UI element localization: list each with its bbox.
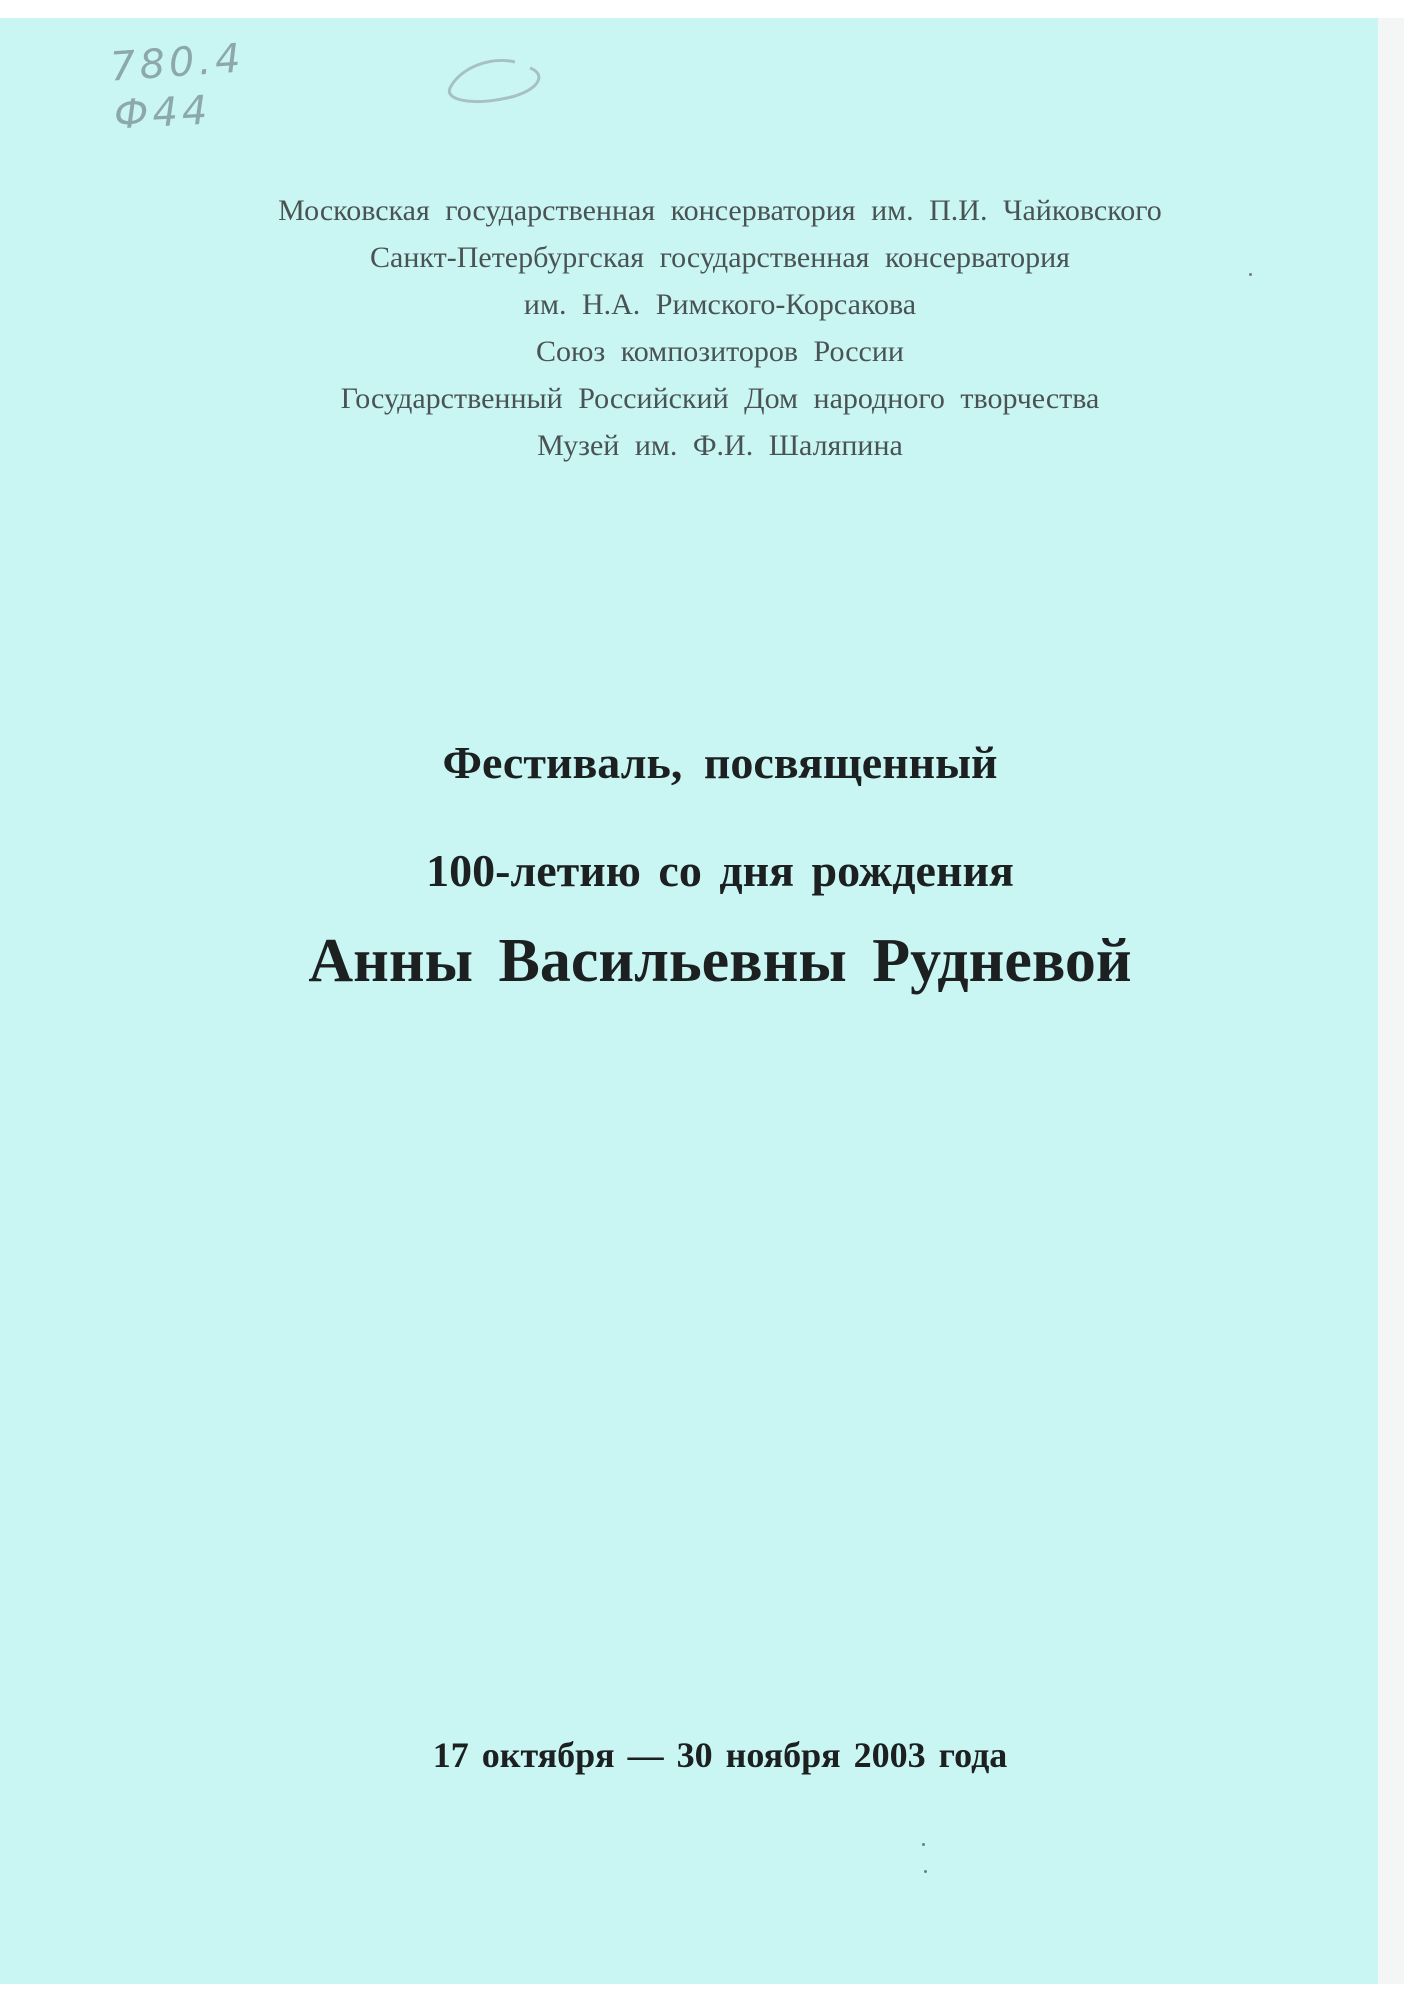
organizer-line: Государственный Российский Дом народного творчества (340, 382, 1100, 415)
festival-dates: 17 октября — 30 ноября 2003 года (432, 1735, 1008, 1775)
festival-subtitle-line: 100-летию со дня рождения (426, 845, 1014, 896)
organizer-line: Музей им. Ф.И. Шаляпина (537, 429, 903, 462)
scan-speck (922, 1843, 925, 1846)
organizer-line: им. Н.А. Римского-Корсакова (523, 288, 917, 321)
scan-speck (924, 1870, 927, 1873)
organizer-line: Московская государственная консерватория им. П.И. Чайковского (278, 194, 1162, 227)
handwritten-classification-number: 780.4 (108, 35, 246, 91)
pencil-scribble-icon (420, 48, 560, 118)
festival-title (0, 733, 1404, 999)
festival-title-line: Фестиваль, посвященный (442, 737, 998, 788)
handwritten-shelf-code: Ф44 (112, 87, 213, 139)
handwritten-library-mark (100, 35, 600, 150)
organizer-list (0, 187, 1404, 469)
honoree-name: Анны Васильевны Рудневой (308, 927, 1132, 995)
organizer-line: Санкт-Петербургская государственная консерватория (370, 241, 1070, 274)
scan-speck (1249, 273, 1252, 276)
organizer-line: Союз композиторов России (535, 335, 904, 368)
